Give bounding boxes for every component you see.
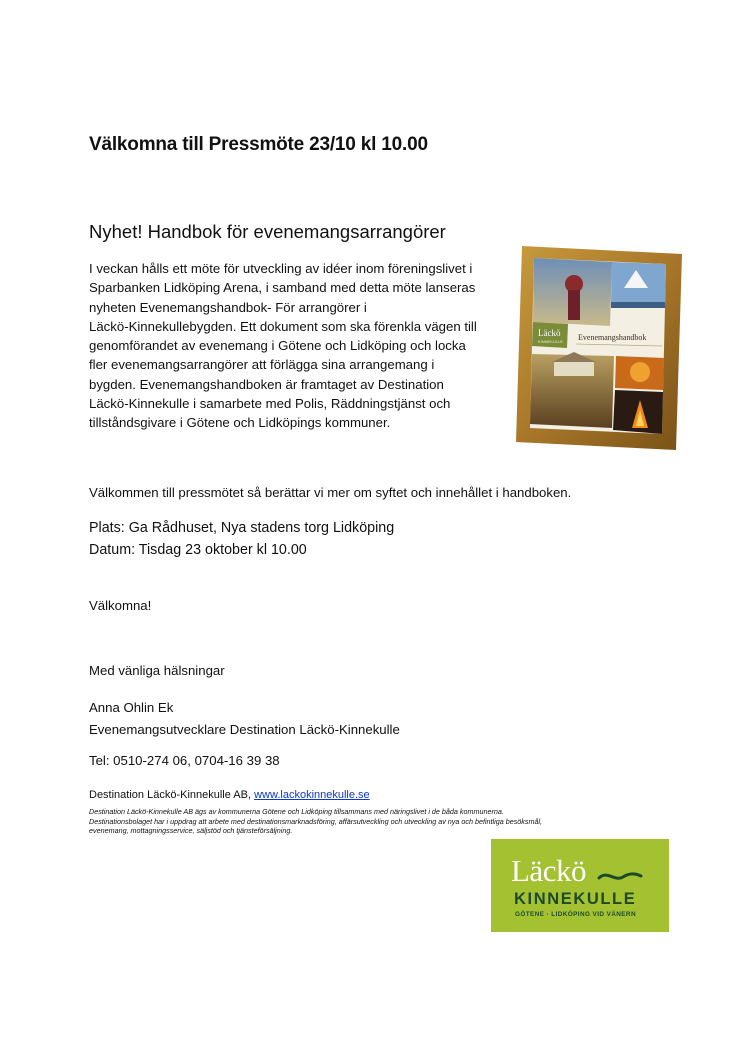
intro-line: Sparbanken Lidköping Arena, i samband med detta möte lanseras: [89, 280, 476, 296]
signer-name: Anna Ohlin Ek: [89, 700, 174, 715]
fine-print-line: Destination Läckö-Kinnekulle AB ägs av kommunerna Götene och Lidköping tillsammans med näringslivet i de båda kommunerna.: [89, 807, 504, 816]
cover-brand-bottom: KINNEKULLE: [538, 339, 563, 344]
page-title: Välkomna till Pressmöte 23/10 kl 10.00: [89, 134, 428, 155]
signature-block: [89, 697, 400, 741]
place-text: Plats: Ga Rådhuset, Nya stadens torg Lidköping: [89, 520, 395, 536]
footer-org: Destination Läckö-Kinnekulle AB,: [89, 789, 255, 801]
valkomna-text: Välkomna!: [89, 598, 152, 613]
date-text: Datum: Tisdag 23 oktober kl 10.00: [89, 542, 307, 558]
lacko-kinnekulle-logo: [491, 839, 669, 932]
intro-line: fler evenemangsarrangörer att förlägga sina arrangemang i: [89, 357, 435, 373]
logo-tagline: GÖTENE · LIDKÖPING VID VÄNERN: [515, 911, 636, 918]
cover-brand-top: Läckö: [538, 328, 561, 338]
cover-title: Evenemangshandbok: [578, 333, 647, 342]
intro-paragraph: [89, 259, 507, 433]
intro-line: tillståndsgivare i Götene och Lidköpings kommuner.: [89, 415, 391, 431]
website-link[interactable]: www.lackokinnekulle.se: [254, 789, 370, 801]
intro-line: nyheten Evenemangshandbok- För arrangörer i: [89, 299, 367, 315]
intro-line: genomförandet av evenemang i Götene och Lidköping och locka: [89, 338, 466, 354]
fine-print-line: Destinationsbolaget har i uppdrag att arbete med destinationsmarknadsföring, affärsutveckling och utveckling av nya och befintliga besöksmål,: [89, 816, 543, 826]
welcome-text: Välkommen till pressmötet så berättar vi mer om syftet och innehållet i handboken.: [89, 485, 572, 500]
intro-line: bygden. Evenemangshandboken är framtaget av Destination: [89, 376, 444, 392]
logo-wave-icon: [597, 869, 643, 885]
footer-org-line: [89, 789, 370, 801]
event-info: [89, 517, 394, 561]
greeting-text: Med vänliga hälsningar: [89, 663, 225, 678]
phone-text: Tel: 0510-274 06, 0704-16 39 38: [89, 753, 280, 768]
cover-brand-text: [538, 328, 563, 344]
section-heading: Nyhet! Handbok för evenemangsarrangörer: [89, 221, 446, 242]
fine-print-line: evenemang, mottagningsservice, säljstöd och tjänsteförsäljning.: [89, 826, 293, 835]
handbook-cover-image: [516, 244, 682, 450]
logo-line-lacko: Läckö: [511, 853, 586, 888]
logo-line-kinnekulle: KINNEKULLE: [514, 890, 637, 908]
intro-line: I veckan hålls ett möte för utveckling av idéer inom föreningslivet i: [89, 261, 473, 276]
intro-line: Läckö-Kinnekullebygden. Ett dokument som ska förenkla vägen till: [89, 318, 477, 334]
fine-print: [89, 807, 669, 836]
signer-title: Evenemangsutvecklare Destination Läckö-Kinnekulle: [89, 722, 400, 737]
intro-line: Läckö-Kinnekulle i samarbete med Polis, Räddningstjänst och: [89, 396, 451, 412]
